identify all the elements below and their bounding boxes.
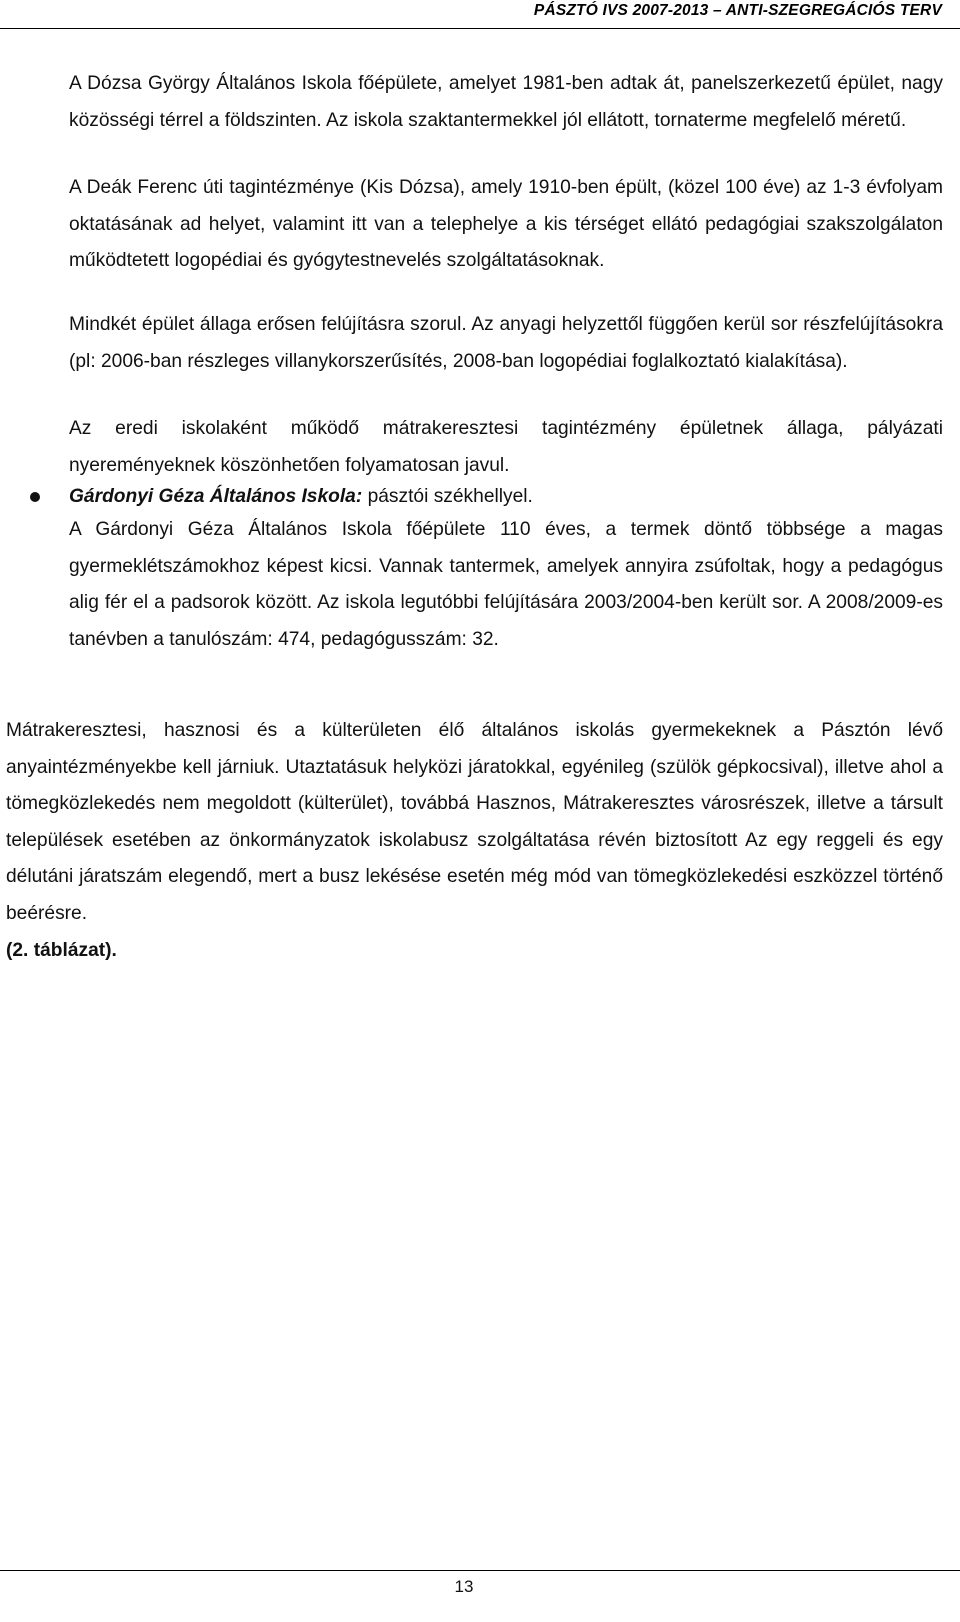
paragraph-student-transport	[6, 713, 943, 969]
paragraph-renovation-needs: Mindkét épület állaga erősen felújításra szorul. Az anyagi helyzettől függően kerül sor részfelújításokra (pl: 2006-ban részleges villanykorszerűsítés, 2008-ban logopédiai foglalkoztató kialakítása).	[69, 314, 943, 372]
paragraph-dozsa-main-building: A Dózsa György Általános Iskola főépülete, amelyet 1981-ben adtak át, panelszerkezetű épület, nagy közösségi térrel a földszinten. Az iskola szaktantermekkel jól ellátott, tornaterme megfelelő méretű.	[69, 73, 943, 131]
running-header: PÁSZTÓ IVS 2007-2013 – ANTI-SZEGREGÁCIÓS TERV	[533, 2, 942, 19]
footer-rule	[0, 1570, 960, 1571]
school-location: pásztói székhellyel.	[362, 486, 533, 507]
page-number: 13	[454, 1577, 474, 1596]
bullet-item-gardonyi	[69, 479, 943, 516]
bullet-icon	[30, 492, 40, 502]
school-name: Gárdonyi Géza Általános Iskola:	[69, 486, 363, 507]
table-reference: (2. táblázat).	[6, 939, 117, 961]
paragraph-deak-ferenc-branch: A Deák Ferenc úti tagintézménye (Kis Dózsa), amely 1910-ben épült, (közel 100 éve) az 1-3 évfolyam oktatásának ad helyet, valamint itt van a telephelye a kis térséget ellátó pedagógiai szakszolgálaton működtetett logopédiai és gyógytestnevelés szolgáltatásoknak.	[69, 177, 943, 272]
header-rule	[0, 28, 960, 29]
paragraph-gardonyi-building: A Gárdonyi Géza Általános Iskola főépülete 110 éves, a termek döntő többsége a magas gyermeklétszámokhoz képest kicsi. Vannak tantermek, amelyek annyira zsúfoltak, hogy a pedagógus alig fér el a padsorok között. Az iskola legutóbbi felújítására 2003/2004-ben került sor. A 2008/2009-es tanévben a tanulószám: 474, pedagógusszám: 32.	[69, 519, 943, 650]
transport-text: Mátrakeresztesi, hasznosi és a külterületen élő általános iskolás gyermekeknek a Pásztón lévő anyaintézményekbe kell járniuk. Utaztatásuk helyközi járatokkal, egyénileg (szülök gépkocsival), illetve ahol a tömegközlekedés nem megoldott (külterület), továbbá Hasznos, Mátrakeresztes városrészek, illetve a társult települések esetében az önkormányzatok iskolabusz szolgáltatása révén biztosított Az egy reggeli és egy délutáni járatszám elegendő, mert a busz lekésése esetén még mód van tömegközlekedési eszközzel történő beérésre.	[6, 720, 943, 924]
paragraph-matrakeresztes-branch: Az eredi iskolaként működő mátrakeresztesi tagintézmény épületnek állaga, pályázati nyereményeknek köszönhetően folyamatosan javul.	[69, 418, 943, 476]
